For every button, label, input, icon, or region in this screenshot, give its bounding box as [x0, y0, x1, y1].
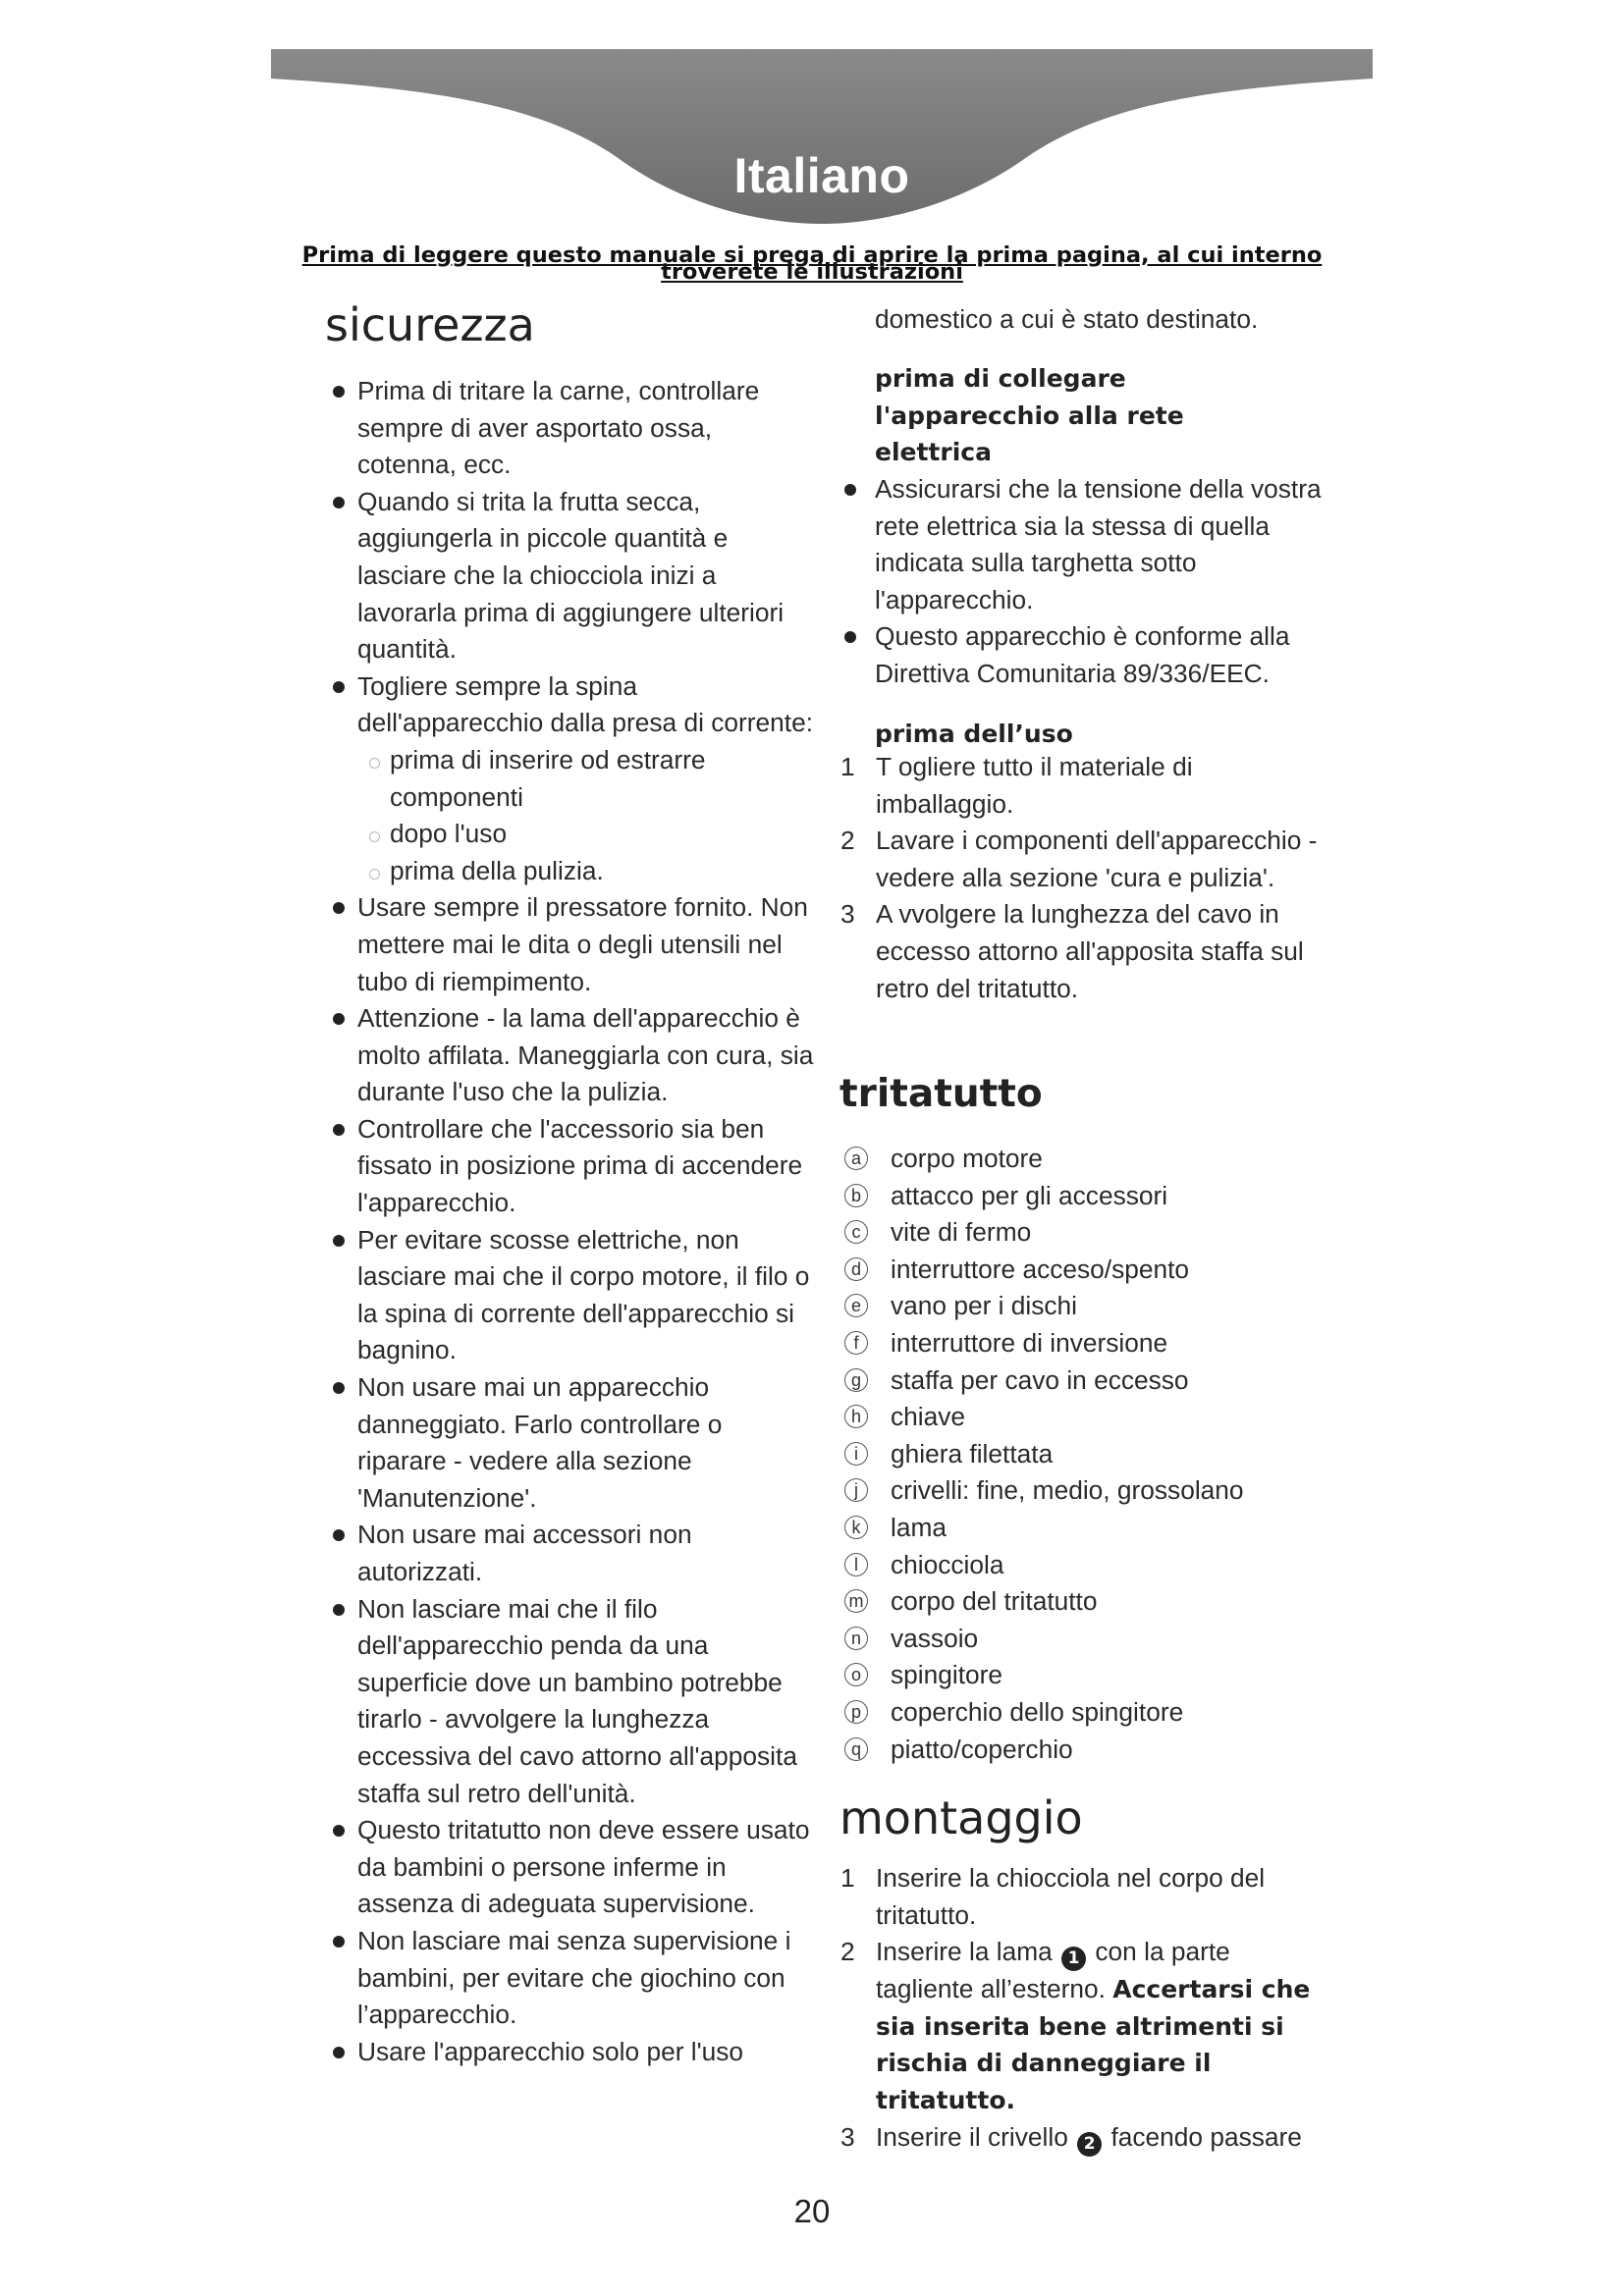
part-item: [837, 1362, 1327, 1400]
part-item: [837, 1214, 1327, 1252]
part-letter-icon: l: [844, 1553, 868, 1576]
list-item: [325, 668, 816, 890]
safety-heading: sicurezza: [325, 298, 535, 351]
assembly-steps: [837, 1860, 1318, 2157]
blade-reference-icon: 1: [1061, 1947, 1086, 1971]
part-item: [837, 1399, 1327, 1436]
parts-heading: tritatutto: [839, 1072, 1043, 1116]
unplug-conditions-list: [357, 742, 816, 889]
part-letter-icon: k: [844, 1516, 868, 1539]
list-item: Non usare mai accessori non autorizzati.: [325, 1517, 816, 1590]
part-letter-icon: j: [844, 1478, 868, 1502]
before-use-heading: prima dell’uso: [875, 720, 1073, 748]
part-label: coperchio dello spingitore: [891, 1696, 1184, 1727]
list-item: Questo tritatutto non deve essere usato da bambini o persone inferme in assenza di adeguata supervisione.: [325, 1812, 816, 1923]
part-letter-icon: m: [844, 1589, 868, 1613]
part-item: [837, 1436, 1327, 1473]
part-label: vano per i dischi: [891, 1291, 1078, 1321]
step-number: 1: [840, 752, 855, 781]
part-label: attacco per gli accessori: [891, 1180, 1168, 1210]
part-item: [837, 1510, 1327, 1547]
list-item: Quando si trita la frutta secca, aggiungerla in piccole quantità e lasciare che la chiocciola inizi a lavorarla prima di aggiungere ulteriori quantità.: [325, 484, 816, 668]
part-item: [837, 1472, 1327, 1510]
before-connecting-list: [837, 471, 1327, 693]
part-label: interruttore acceso/spento: [891, 1254, 1190, 1284]
step-text: Inserire la lama: [876, 1937, 1053, 1967]
part-label: lama: [891, 1512, 947, 1542]
part-item: [837, 1583, 1327, 1621]
safety-list: [325, 373, 816, 2070]
sub-list-item: prima della pulizia.: [357, 853, 816, 890]
part-label: vassoio: [891, 1623, 979, 1653]
part-letter-icon: f: [844, 1331, 868, 1355]
part-letter-icon: p: [844, 1700, 868, 1724]
list-item: Non lasciare mai che il filo dell'apparecchio penda da una superficie dove un bambino potrebbe tirarlo - avvolgere la lunghezza eccessiva del cavo attorno all'apposita staffa sul retro dell'unità.: [325, 1591, 816, 1813]
list-item: Controllare che l'accessorio sia ben fissato in posizione prima di accendere l'apparecchio.: [325, 1111, 816, 1222]
part-letter-icon: a: [844, 1147, 868, 1170]
list-item: Usare sempre il pressatore fornito. Non mettere mai le dita o degli utensili nel tubo di riempimento.: [325, 889, 816, 1000]
part-item: [837, 1694, 1327, 1732]
part-label: corpo del tritatutto: [891, 1586, 1098, 1617]
list-item: Assicurarsi che la tensione della vostra rete elettrica sia la stessa di quella indicata sulla targhetta sotto l'apparecchio.: [837, 471, 1327, 618]
sub-list-item: dopo l'uso: [357, 816, 816, 853]
before-use-steps: [837, 749, 1318, 1007]
step-text: T ogliere tutto il materiale di imballaggio.: [876, 752, 1193, 819]
step-item: [837, 2119, 1318, 2157]
step-warning: Accertarsi che sia inserita bene altrimenti si rischia di danneggiare il tritatutto.: [876, 1975, 1311, 2114]
part-letter-icon: b: [844, 1184, 868, 1207]
part-label: ghiera filettata: [891, 1438, 1054, 1468]
list-item-text: Togliere sempre la spina dell'apparecchio dalla presa di corrente:: [357, 670, 814, 738]
step-text: con la parte tagliente all’esterno.: [876, 1937, 1230, 2004]
part-label: corpo motore: [891, 1144, 1043, 1173]
part-letter-icon: h: [844, 1405, 868, 1428]
part-item: [837, 1141, 1327, 1178]
step-text: A vvolgere la lunghezza del cavo in eccesso attorno all'apposita staffa sul retro del tritatutto.: [876, 899, 1304, 1003]
part-letter-icon: d: [844, 1257, 868, 1281]
list-item: Non lasciare mai senza supervisione i bambini, per evitare che giochino con l’apparecchio.: [325, 1923, 816, 2034]
part-letter-icon: i: [844, 1442, 868, 1466]
list-item: Prima di tritare la carne, controllare sempre di aver asportato ossa, cotenna, ecc.: [325, 373, 816, 484]
assembly-heading: montaggio: [839, 1791, 1083, 1844]
sub-list-item: prima di inserire od estrarre componenti: [357, 742, 816, 816]
part-letter-icon: e: [844, 1294, 868, 1317]
part-label: piatto/coperchio: [891, 1734, 1073, 1764]
part-letter-icon: o: [844, 1663, 868, 1686]
step-number: 2: [840, 1937, 855, 1967]
step-item: [837, 896, 1318, 1007]
step-item: [837, 749, 1318, 823]
list-item: Questo apparecchio è conforme alla Direttiva Comunitaria 89/336/EEC.: [837, 618, 1327, 692]
part-label: spingitore: [891, 1660, 1003, 1690]
part-label: vite di fermo: [891, 1217, 1032, 1248]
part-item: [837, 1621, 1327, 1658]
part-item: [837, 1288, 1327, 1325]
parts-list: [837, 1141, 1327, 1768]
list-item: Per evitare scosse elettriche, non lasciare mai che il corpo motore, il filo o la spina di corrente dell'apparecchio si bagnino.: [325, 1222, 816, 1369]
step-number: 3: [840, 899, 855, 930]
step-item: [837, 1934, 1318, 2118]
safety-continuation: domestico a cui è stato destinato.: [875, 304, 1259, 334]
illustrations-notice: Prima di leggere questo manuale si prega di aprire la prima pagina, al cui interno troverete le illustrazioni: [301, 242, 1323, 285]
step-item: [837, 823, 1318, 896]
part-label: chiocciola: [891, 1549, 1004, 1579]
step-text: Inserire il crivello: [876, 2121, 1068, 2152]
step-item: [837, 1860, 1318, 1934]
part-item: [837, 1178, 1327, 1215]
step-text: Lavare i componenti dell'apparecchio - vedere alla sezione 'cura e pulizia'.: [876, 826, 1318, 892]
part-label: chiave: [891, 1402, 966, 1432]
header-banner: [271, 49, 1373, 226]
part-letter-icon: g: [844, 1368, 868, 1392]
part-letter-icon: q: [844, 1737, 868, 1761]
step-text: facendo passare: [1110, 2121, 1302, 2152]
screen-reference-icon: 2: [1077, 2132, 1102, 2157]
part-label: interruttore di inversione: [891, 1327, 1168, 1358]
part-letter-icon: n: [844, 1627, 868, 1650]
part-label: staffa per cavo in eccesso: [891, 1364, 1189, 1395]
part-item: [837, 1325, 1327, 1362]
part-letter-icon: c: [844, 1220, 868, 1244]
part-item: [837, 1252, 1327, 1289]
step-text: Inserire la chiocciola nel corpo del tritatutto.: [876, 1863, 1266, 1930]
page-number: 20: [793, 2193, 831, 2229]
step-number: 2: [840, 826, 855, 856]
page-language-title: Italiano: [733, 148, 910, 203]
part-item: [837, 1657, 1327, 1694]
part-label: crivelli: fine, medio, grossolano: [891, 1475, 1244, 1506]
part-item: [837, 1732, 1327, 1769]
list-item: Non usare mai un apparecchio danneggiato. Farlo controllare o riparare - vedere alla sezione 'Manutenzione'.: [325, 1369, 816, 1517]
step-number: 1: [840, 1863, 855, 1893]
list-item: Attenzione - la lama dell'apparecchio è molto affilata. Maneggiarla con cura, sia durante l'uso che la pulizia.: [325, 1000, 816, 1111]
list-item: Usare l'apparecchio solo per l'uso: [325, 2034, 816, 2071]
part-item: [837, 1547, 1327, 1584]
step-number: 3: [840, 2121, 855, 2152]
before-connecting-heading: prima di collegare l'apparecchio alla rete elettrica: [875, 364, 1184, 467]
